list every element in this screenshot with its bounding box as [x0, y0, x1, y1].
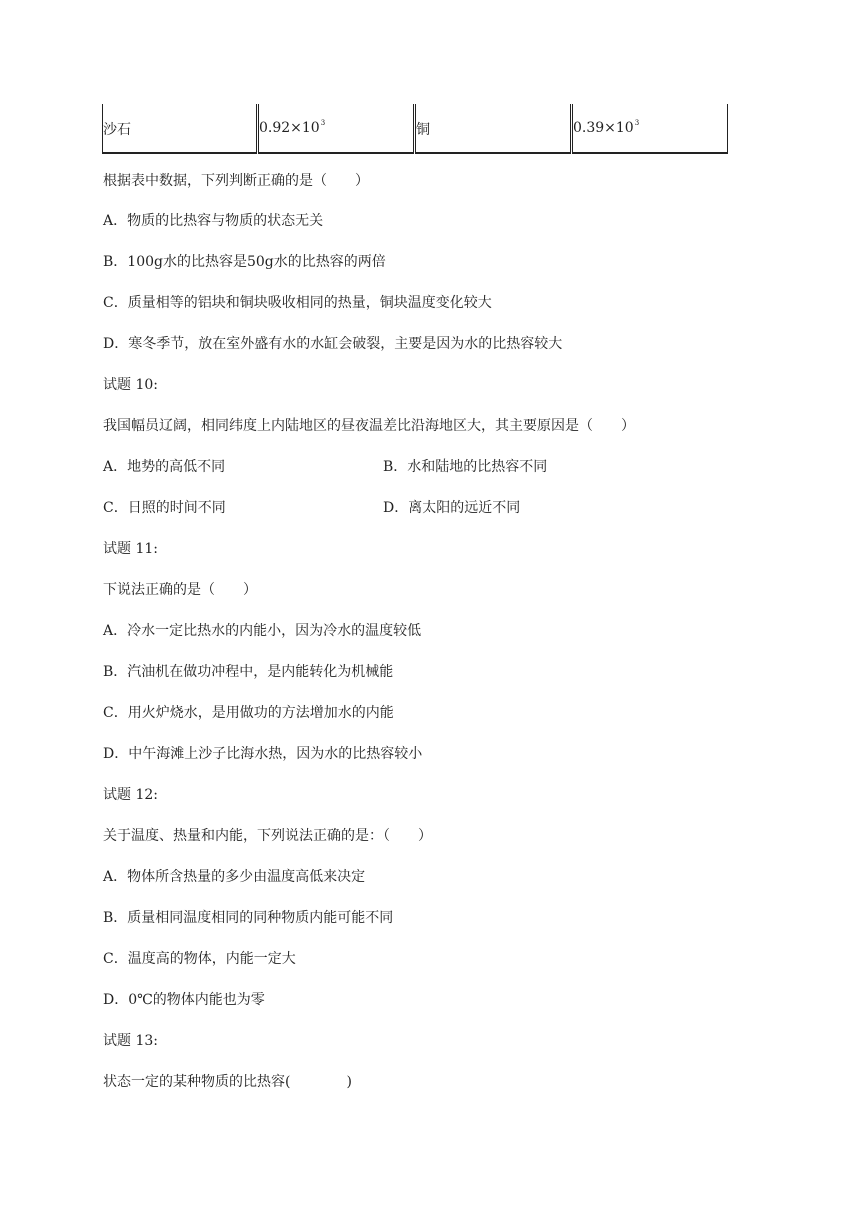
- table-cell: [415, 104, 570, 154]
- table-cell: [102, 104, 256, 154]
- question-11-stem: 下说法正确的是（ ）: [103, 582, 257, 598]
- question-12-option-b: B．质量相同温度相同的同种物质内能可能不同: [103, 910, 394, 926]
- question-10-option-b: B．水和陆地的比热容不同: [383, 459, 548, 475]
- question-9-option-d: D．寒冬季节，放在室外盛有水的水缸会破裂，主要是因为水的比热容较大: [103, 336, 563, 352]
- question-9-option-c: C．质量相等的铝块和铜块吸收相同的热量，铜块温度变化较大: [103, 295, 492, 311]
- question-10-option-c: C．日照的时间不同: [103, 500, 226, 516]
- table-border: [727, 104, 728, 154]
- table-cell-text: 沙石: [103, 122, 131, 138]
- question-12-title: 试题 12:: [103, 787, 158, 803]
- table-cell-text: 铜: [416, 122, 430, 138]
- question-12-option-c: C．温度高的物体，内能一定大: [103, 951, 296, 967]
- question-9-option-a: A．物质的比热容与物质的状态无关: [103, 213, 324, 229]
- question-9-stem: 根据表中数据，下列判断正确的是（ ）: [103, 173, 369, 189]
- question-12-option-d: D．0℃的物体内能也为零: [103, 992, 265, 1008]
- table-border: [570, 104, 571, 154]
- table-cell-value: $0.92\times 10^3$: [259, 119, 326, 136]
- table-border: [413, 104, 414, 154]
- question-11-option-a: A．冷水一定比热水的内能小，因为冷水的温度较低: [103, 623, 422, 639]
- question-10-option-d: D．离太阳的远近不同: [383, 500, 521, 516]
- question-12-option-a: A．物体所含热量的多少由温度高低来决定: [103, 869, 366, 885]
- question-10-stem: 我国幅员辽阔，相同纬度上内陆地区的昼夜温差比沿海地区大，其主要原因是（ ）: [103, 418, 635, 434]
- table-border: [256, 104, 257, 154]
- question-11-option-b: B．汽油机在做功冲程中，是内能转化为机械能: [103, 664, 394, 680]
- table-cell-value: $0.39\times 10^3$: [573, 119, 640, 136]
- question-10-option-a: A．地势的高低不同: [103, 459, 226, 475]
- question-11-option-c: C．用火炉烧水，是用做功的方法增加水的内能: [103, 705, 394, 721]
- question-11-option-d: D．中午海滩上沙子比海水热，因为水的比热容较小: [103, 746, 423, 762]
- question-11-title: 试题 11:: [103, 541, 158, 557]
- table-cell: [258, 104, 413, 154]
- specific-heat-table: [102, 104, 728, 154]
- question-9-option-b: B．100g水的比热容是50g水的比热容的两倍: [103, 254, 386, 270]
- question-12-stem: 关于温度、热量和内能，下列说法正确的是：（ ）: [103, 828, 432, 844]
- question-13-stem: 状态一定的某种物质的比热容( ): [103, 1074, 352, 1090]
- question-10-title: 试题 10:: [103, 377, 158, 393]
- question-13-title: 试题 13:: [103, 1033, 158, 1049]
- table-cell: [572, 104, 728, 154]
